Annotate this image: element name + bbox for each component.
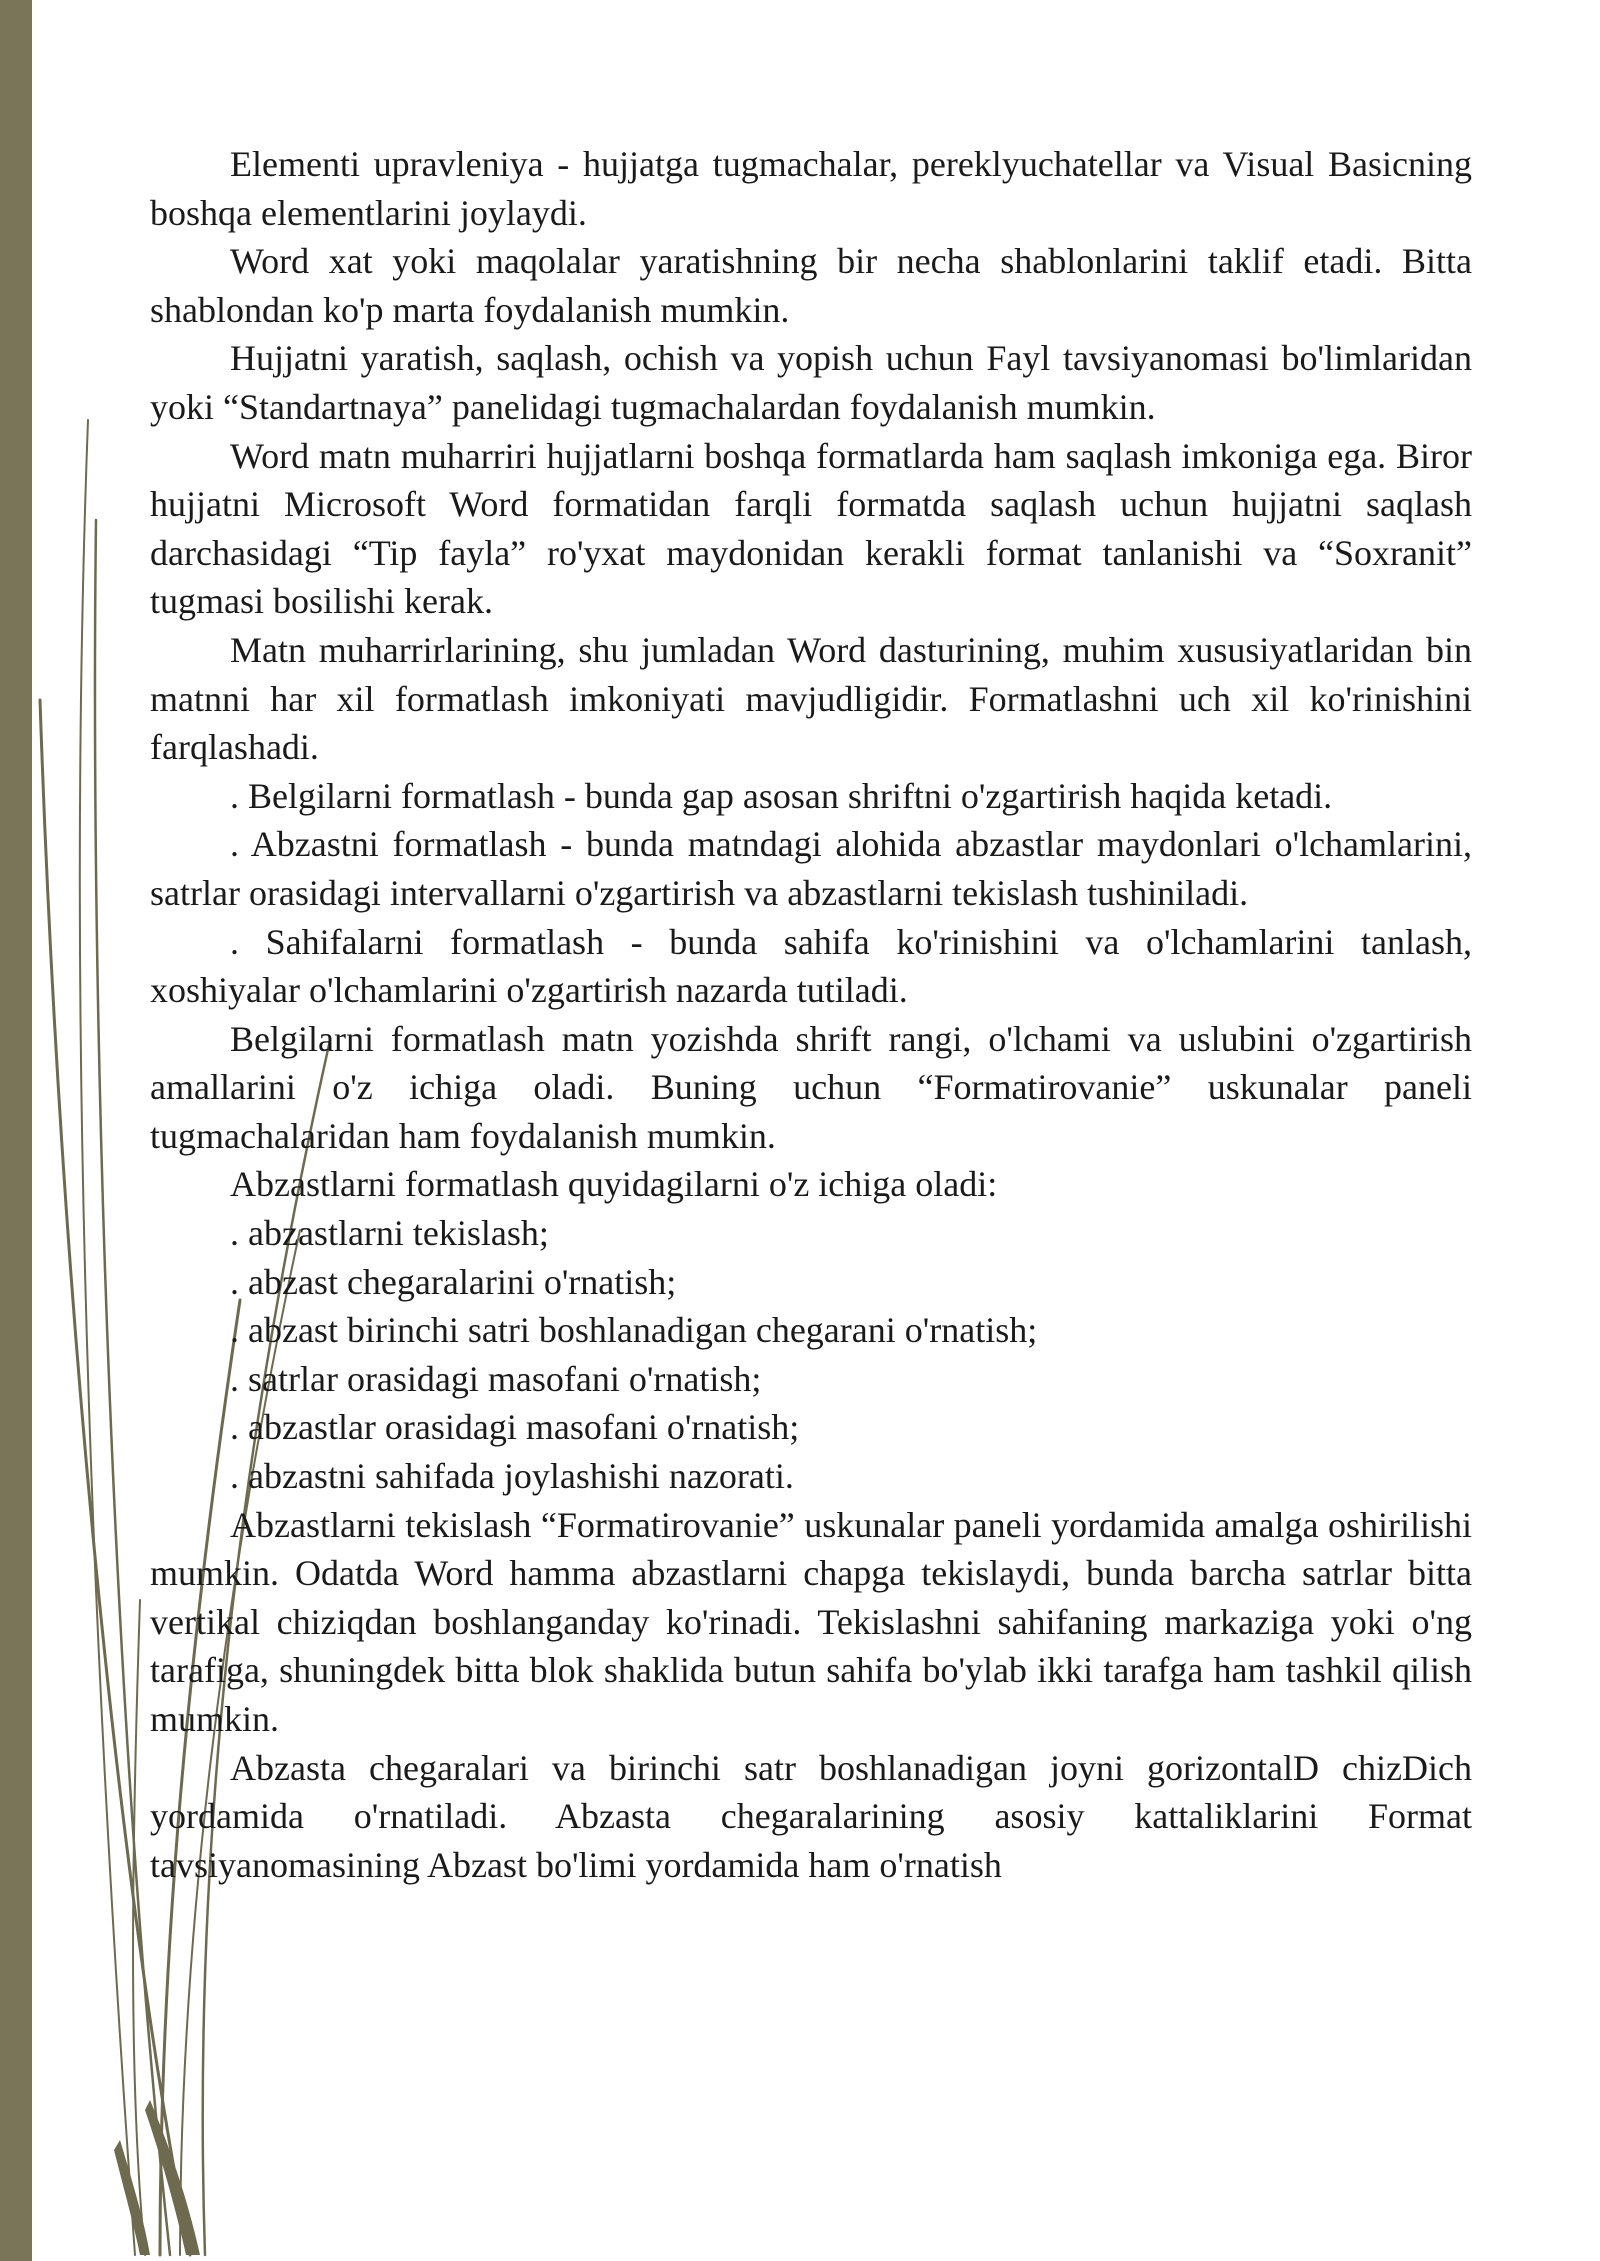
paragraph: Abzastlarni formatlash quyidagilarni o'z ichiga oladi: — [230, 1164, 998, 1205]
list-item: . satrlar orasidagi masofani o'rnatish; — [230, 1358, 762, 1399]
list-item: . abzast chegaralarini o'rnatish; — [230, 1261, 677, 1302]
paragraph: Matn muharrirlarining, shu jumladan Word dasturining, muhim xususiyatlaridan bin matnni har xil formatlash imkoniyati mavjudligidir. Formatlashni uch xil ko'rinishini farqlashadi. — [150, 629, 1472, 768]
list-item: . abzastlarni tekislash; — [230, 1213, 549, 1254]
paragraph: Hujjatni yaratish, saqlash, ochish va yopish uchun Fayl tavsiyanomasi bo'limlaridan yoki “Standartnaya” panelidagi tugmachalardan foydalanish mumkin. — [150, 338, 1472, 427]
paragraph: Elementi upravleniya - hujjatga tugmachalar, pereklyuchatellar va Visual Basicning boshqa elementlarini joylaydi. — [150, 144, 1472, 233]
list-item: . abzastlar orasidagi masofani o'rnatish; — [230, 1407, 800, 1448]
left-border-bar — [0, 0, 32, 2261]
list-item: . abzastni sahifada joylashishi nazorati. — [230, 1456, 794, 1497]
list-item: . Abzastni formatlash - bunda matndagi alohida abzastlar maydonlari o'lchamlarini, satrlar orasidagi intervallarni o'zgartirish va abzastlarni tekislash tushiniladi. — [150, 824, 1472, 913]
paragraph: Belgilarni formatlash matn yozishda shrift rangi, o'lchami va uslubini o'zgartirish amallarini o'z ichiga oladi. Buning uchun “Formatirovanie” uskunalar paneli tugmachalaridan ham foydalanish mumkin. — [150, 1018, 1472, 1156]
paragraph: Abzastlarni tekislash “Formatirovanie” uskunalar paneli yordamida amalga oshirilishi mumkin. Odatda Word hamma abzastlarni chapga tekislaydi, bunda barcha satrlar bitta vertikal chiziqdan boshlanganday ko'rinadi. Tekislashni sahifaning markaziga yoki o'ng tarafiga, shuningdek bitta blok shaklida butun sahifa bo'ylab ikki tarafga ham tashkil qilish mumkin. — [150, 1504, 1472, 1739]
list-item: . abzast birinchi satri boshlanadigan chegarani o'rnatish; — [230, 1310, 1038, 1351]
paragraph: Word matn muharriri hujjatlarni boshqa formatlarda ham saqlash imkoniga ega. Biror hujjatni Microsoft Word formatidan farqli formatda saqlash uchun hujjatni saqlash darchasidagi “Tip fayla” ro'yxat maydonidan kerakli format tanlanishi va “Soxranit” tugmasi bosilishi kerak. — [150, 435, 1472, 622]
list-item: . Belgilarni formatlash - bunda gap asosan shriftni o'zgartirish haqida ketadi. — [230, 775, 1333, 816]
document-body — [150, 140, 1472, 1889]
list-item: . Sahifalarni formatlash - bunda sahifa ko'rinishini va o'lchamlarini tanlash, xoshiyalar o'lchamlarini o'zgartirish nazarda tutiladi. — [150, 921, 1472, 1011]
paragraph: Abzasta chegaralari va birinchi satr boshlanadigan joyni gorizontalD chizDich yordamida o'rnatiladi. Abzasta chegaralarining asosiy kattaliklarini Format tavsiyanomasining Abzast bo'limi yordamida ham o'rnatish — [150, 1747, 1472, 1885]
paragraph: Word xat yoki maqolalar yaratishning bir necha shablonlarini taklif etadi. Bitta shablondan ko'p marta foydalanish mumkin. — [150, 241, 1472, 330]
